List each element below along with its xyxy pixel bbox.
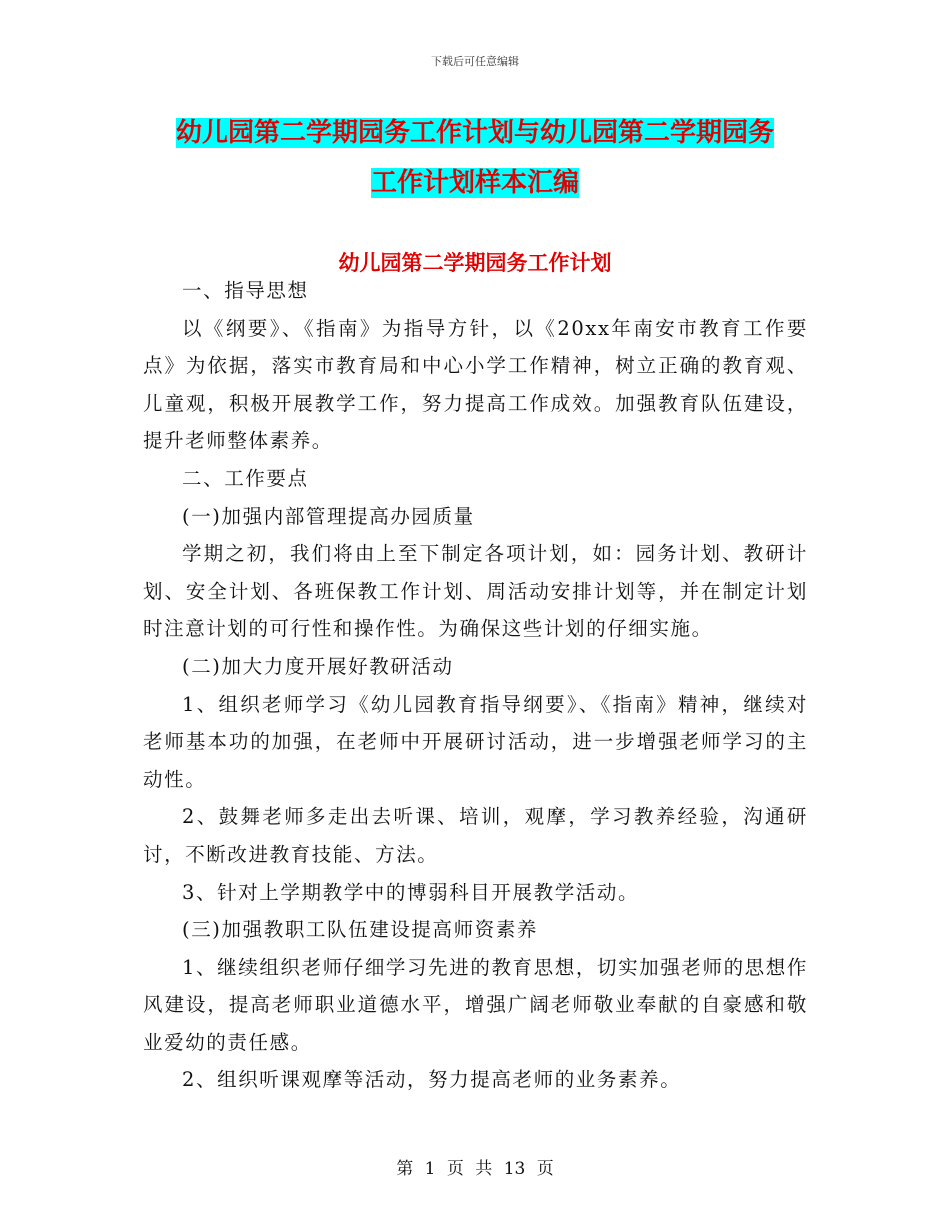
- document-body: [143, 272, 808, 1099]
- paragraph-teaching-research-2: 2、鼓舞老师多走出去听课、培训，观摩，学习教养经验，沟通研讨，不断改进教育技能、方法。: [143, 805, 808, 866]
- page-number-footer: 第 1 页 共 13 页: [396, 1159, 554, 1179]
- paragraph-guiding-ideology: 以《纲要》、《指南》为指导方针，以《20xx年南安市教育工作要点》为依据，落实市教育局和中心小学工作精神，树立正确的教育观、儿童观，积极开展教学工作，努力提高工作成效。加强教育队伍建设，提升老师整体素养。: [143, 316, 808, 453]
- document-title: [140, 108, 810, 208]
- section-title: 幼儿园第二学期园务工作计划: [338, 251, 612, 275]
- paragraph-staff-building-1: 1、继续组织老师仔细学习先进的教育思想，切实加强老师的思想作风建设，提高老师职业道德水平，增强广阔老师敬业奉献的自豪感和敬业爱幼的责任感。: [143, 955, 808, 1054]
- subheading-internal-management: (一)加强内部管理提高办园质量: [182, 504, 475, 528]
- paragraph-staff-building-2: 2、组织听课观摩等活动，努力提高老师的业务素养。: [182, 1068, 682, 1092]
- subheading-staff-building: (三)加强教职工队伍建设提高师资素养: [182, 918, 539, 942]
- heading-guiding-ideology: 一、指导思想: [182, 279, 309, 302]
- paragraph-teaching-research-3: 3、针对上学期教学中的博弱科目开展教学活动。: [182, 880, 640, 904]
- header-note: 下载后可任意编辑: [431, 55, 519, 68]
- heading-work-points: 二、工作要点: [182, 466, 309, 490]
- paragraph-teaching-research-1: 1、组织老师学习《幼儿园教育指导纲要》、《指南》精神，继续对老师基本功的加强，在老师中开展研讨活动，进一步增强老师学习的主动性。: [143, 692, 808, 791]
- document-title-line-2: 工作计划样本汇编: [370, 168, 579, 198]
- subheading-teaching-research: (二)加大力度开展好教研活动: [182, 654, 454, 678]
- paragraph-internal-management: 学期之初，我们将由上至下制定各项计划，如：园务计划、教研计划、安全计划、各班保教工作计划、周活动安排计划等，并在制定计划时注意计划的可行性和操作性。为确保这些计划的仔细实施。: [143, 542, 808, 641]
- document-title-line-1: 幼儿园第二学期园务工作计划与幼儿园第二学期园务: [175, 118, 774, 148]
